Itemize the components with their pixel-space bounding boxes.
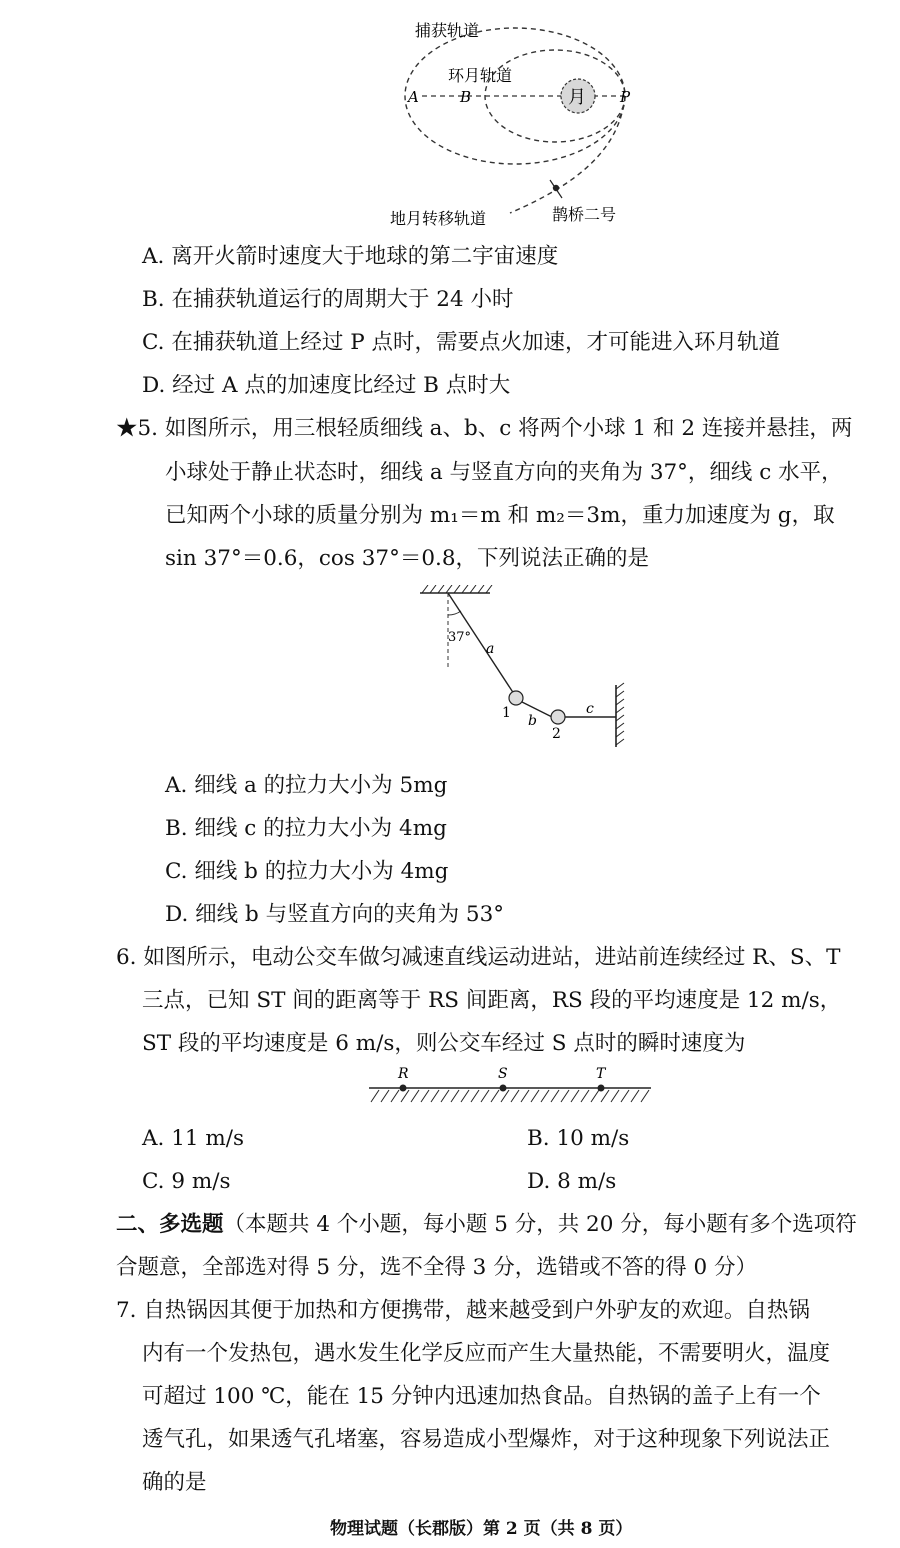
section-2-title: 二、多选题 [116,1212,224,1237]
transfer-orbit [510,96,625,213]
string-a-label: a [486,641,495,657]
q5-stem-line-4: sin 37°＝0.6，cos 37°＝0.8，下列说法正确的是 [165,546,650,571]
point-r [400,1085,407,1092]
point-t [598,1085,605,1092]
point-r-label: R [398,1066,409,1082]
q7-stem-line-4: 透气孔，如果透气孔堵塞，容易造成小型爆炸，对于这种现象下列说法正 [142,1427,831,1452]
q5-option-a: A. 细线 a 的拉力大小为 5mg [165,773,448,798]
point-b-label: B [460,88,472,106]
point-s-label: S [498,1066,508,1082]
orbit-figure [380,8,670,230]
q6-option-a: A. 11 m/s [142,1126,245,1151]
q5-figure [410,585,640,755]
q6-stem-line-1: 6. 如图所示，电动公交车做匀减速直线运动进站，进站前连续经过 R、S、T [116,945,841,970]
q5-stem-line-1: ★5. 如图所示，用三根轻质细线 a、b、c 将两个小球 1 和 2 连接并悬挂，两 [116,416,853,441]
q4-option-b: B. 在捕获轨道运行的周期大于 24 小时 [142,287,514,312]
q5-stem-line-3: 已知两个小球的质量分别为 m₁＝m 和 m₂＝3m，重力加速度为 g，取 [165,503,835,528]
section-2-desc-2: 合题意，全部选对得 5 分，选不全得 3 分，选错或不答的得 0 分） [116,1255,758,1280]
capture-orbit-label: 捕获轨道 [415,21,480,40]
transfer-orbit-label: 地月转移轨道 [390,209,487,228]
ball-1 [509,691,523,705]
ball-2-label: 2 [552,726,561,742]
q6-stem-line-3: ST 段的平均速度是 6 m/s，则公交车经过 S 点时的瞬时速度为 [142,1031,746,1056]
string-a [448,593,516,697]
q7-stem-line-3: 可超过 100 ℃，能在 15 分钟内迅速加热食品。自热锅的盖子上有一个 [142,1384,821,1409]
q5-option-d: D. 细线 b 与竖直方向的夹角为 53° [165,902,505,927]
q4-option-c: C. 在捕获轨道上经过 P 点时，需要点火加速，才可能进入环月轨道 [142,330,780,355]
page-footer: 物理试题（长郡版）第 2 页（共 8 页） [330,1519,633,1539]
lunar-orbit-label: 环月轨道 [448,66,513,85]
q6-option-b: B. 10 m/s [527,1126,630,1151]
moon-label: 月 [568,87,586,108]
section-2-header [116,1214,857,1236]
q7-stem-line-1: 7. 自热锅因其便于加热和方便携带，越来越受到户外驴友的欢迎。自热锅 [116,1298,810,1323]
q7-stem-line-5: 确的是 [142,1470,207,1495]
q6-option-c: C. 9 m/s [142,1169,231,1194]
q4-option-d: D. 经过 A 点的加速度比经过 B 点时大 [142,373,511,398]
q4-option-a: A. 离开火箭时速度大于地球的第二宇宙速度 [142,244,559,269]
point-s [500,1085,507,1092]
q6-option-d: D. 8 m/s [527,1169,617,1194]
point-t-label: T [596,1066,606,1082]
point-a-label: A [408,88,419,106]
craft-label: 鹊桥二号 [552,205,617,224]
q7-stem-line-2: 内有一个发热包，遇水发生化学反应而产生大量热能，不需要明火，温度 [142,1341,831,1366]
string-c-label: c [586,701,594,717]
ball-1-label: 1 [502,705,511,721]
q5-option-c: C. 细线 b 的拉力大小为 4mg [165,859,449,884]
q6-figure [365,1062,655,1112]
string-b-label: b [528,713,537,729]
craft-pointer [550,180,562,198]
string-b [522,702,552,717]
ball-2 [551,710,565,724]
q5-stem-line-2: 小球处于静止状态时，细线 a 与竖直方向的夹角为 37°，细线 c 水平， [165,460,843,485]
point-p-label: P [620,88,631,106]
angle-label: 37° [448,630,472,645]
section-2-desc-1: （本题共 4 个小题，每小题 5 分，共 20 分，每小题有多个选项符 [223,1212,857,1237]
q6-stem-line-2: 三点，已知 ST 间的距离等于 RS 间距离，RS 段的平均速度是 12 m/s， [142,988,842,1013]
q5-option-b: B. 细线 c 的拉力大小为 4mg [165,816,447,841]
